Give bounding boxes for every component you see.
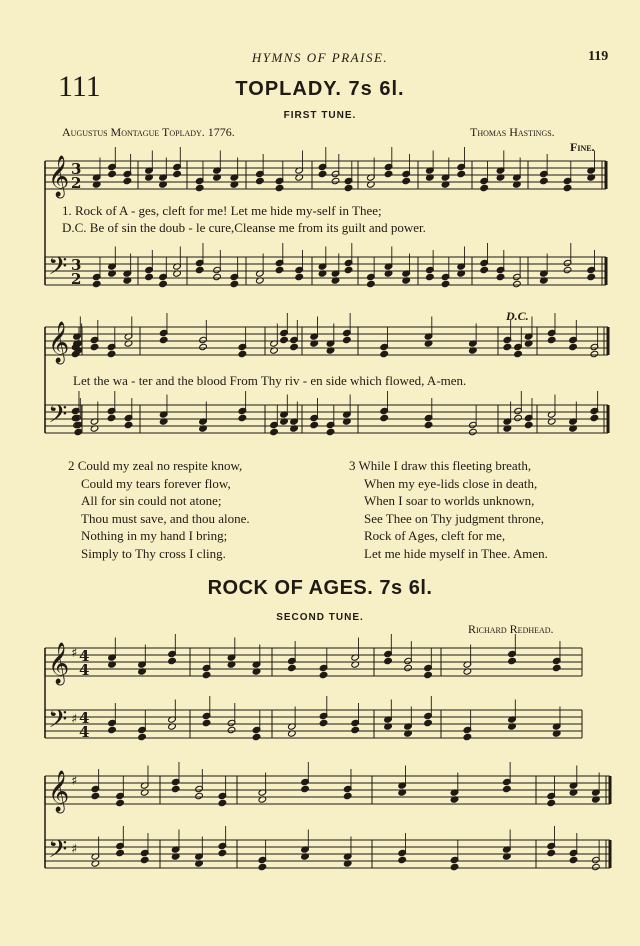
note-head: [123, 177, 132, 184]
note-head: [590, 350, 599, 357]
note-head: [202, 671, 211, 678]
note-head: [140, 856, 149, 863]
note-head: [344, 184, 353, 191]
note-head: [480, 184, 489, 191]
note-head: [138, 733, 147, 740]
note-head: [547, 336, 556, 343]
note-head: [402, 177, 411, 184]
note-head: [280, 336, 289, 343]
note-head: [380, 414, 389, 421]
note-head: [159, 336, 168, 343]
note-head: [288, 664, 297, 671]
note-head: [195, 266, 204, 273]
note-head: [331, 177, 340, 184]
note-head: [230, 280, 239, 287]
sharp-sign: ♯: [71, 712, 78, 727]
note-head: [398, 856, 407, 863]
note-head: [426, 273, 435, 280]
note-head: [275, 184, 284, 191]
time-signature-top: 4: [79, 709, 90, 727]
note-head: [290, 343, 299, 350]
note-head: [547, 849, 556, 856]
note-head: [91, 792, 100, 799]
stanza-2-line: Thou must save, and thou alone.: [81, 510, 250, 526]
note-head: [569, 343, 578, 350]
note-head: [469, 428, 478, 435]
sharp-sign: ♯: [71, 842, 78, 857]
dc-marking: D.C.: [506, 309, 529, 323]
note-head: [441, 280, 450, 287]
time-signature-top: 3: [71, 160, 82, 178]
note-head: [508, 657, 517, 664]
note-head: [384, 657, 393, 664]
note-head: [258, 863, 267, 870]
sharp-sign: ♯: [71, 774, 78, 789]
note-head: [171, 785, 180, 792]
note-head: [107, 414, 116, 421]
stanza-3-line: Let me hide myself in Thee. Amen.: [364, 545, 548, 561]
note-head: [310, 421, 319, 428]
lyrics-line-3: Let the wa - ter and the blood From Thy riv - en side which flowed, A-men.: [73, 373, 467, 388]
tune-label-first: FIRST TUNE.: [283, 110, 357, 121]
note-head: [318, 170, 327, 177]
fine-marking: Fine.: [570, 140, 595, 154]
stanza-2-line: 2 Could my zeal no respite know,: [68, 458, 243, 473]
second-composer: Richard Redhead.: [468, 622, 554, 636]
page-number: 119: [588, 49, 609, 64]
note-head: [124, 421, 133, 428]
note-head: [463, 733, 472, 740]
stanza-3-line: See Thee on Thy judgment throne,: [364, 510, 545, 526]
note-head: [319, 719, 328, 726]
note-head: [343, 792, 352, 799]
note-head: [424, 671, 433, 678]
note-head: [107, 350, 116, 357]
note-head: [90, 343, 99, 350]
note-head: [344, 266, 353, 273]
note-head: [202, 719, 211, 726]
note-head: [514, 350, 523, 357]
hymn-author: Augustus Montague Toplady. 1776.: [62, 125, 235, 139]
treble-clef: 𝄞: [48, 643, 70, 684]
note-head: [168, 657, 177, 664]
treble-clef: 𝄞: [48, 771, 70, 812]
note-head: [503, 785, 512, 792]
note-head: [563, 184, 572, 191]
bass-clef: 𝄢: [48, 252, 68, 287]
note-head: [351, 726, 360, 733]
stanza-2-line: All for sin could not atone;: [81, 493, 222, 508]
hymn-composer: Thomas Hastings.: [470, 125, 555, 139]
note-head: [173, 170, 182, 177]
note-head: [319, 671, 328, 678]
stanza-3-line: When I soar to worlds unknown,: [364, 493, 535, 508]
note-head: [424, 719, 433, 726]
note-head: [238, 350, 247, 357]
note-head: [92, 280, 101, 287]
note-head: [524, 421, 533, 428]
note-head: [256, 177, 265, 184]
note-head: [343, 336, 352, 343]
time-signature-top: 3: [71, 256, 82, 274]
note-head: [404, 664, 413, 671]
bass-clef: 𝄢: [48, 400, 68, 435]
note-head: [326, 428, 335, 435]
note-head: [569, 856, 578, 863]
stanza-3-line: 3 While I draw this fleeting breath,: [349, 458, 532, 473]
time-signature-bottom: 4: [79, 661, 90, 679]
note-head: [514, 414, 523, 421]
note-head: [552, 664, 561, 671]
note-head: [218, 849, 227, 856]
note-head: [270, 428, 279, 435]
note-head: [563, 266, 572, 273]
note-head: [301, 785, 310, 792]
stanza-3-line: When my eye-lids close in death,: [364, 475, 538, 491]
running-head: HYMNS OF PRAISE.: [251, 50, 389, 65]
stanza-2-line: Could my tears forever flow,: [81, 475, 231, 491]
note-head: [590, 414, 599, 421]
note-head: [503, 343, 512, 350]
note-head: [218, 799, 227, 806]
note-head: [116, 799, 125, 806]
note-head: [367, 280, 376, 287]
note-head: [195, 792, 204, 799]
note-head: [145, 273, 154, 280]
time-signature-bottom: 4: [79, 723, 90, 741]
note-head: [424, 421, 433, 428]
note-head: [199, 343, 208, 350]
stanza-2-line: Simply to Thy cross I cling.: [81, 545, 226, 561]
note-head: [540, 177, 549, 184]
note-head: [457, 170, 466, 177]
note-head: [380, 350, 389, 357]
note-head: [295, 273, 304, 280]
bass-clef: 𝄢: [48, 835, 68, 870]
hymn-number: 111: [58, 70, 101, 103]
note-head: [496, 273, 505, 280]
note-head: [384, 170, 393, 177]
lyrics-line-1: 1. Rock of A - ges, cleft for me! Let me hide my-self in Thee;: [62, 203, 382, 218]
note-head: [275, 266, 284, 273]
sharp-sign: ♯: [71, 646, 78, 661]
bass-clef: 𝄢: [48, 705, 68, 740]
note-head: [238, 414, 247, 421]
note-head: [227, 726, 236, 733]
stanza-2-line: Nothing in my hand I bring;: [81, 528, 228, 543]
time-signature-top: 4: [79, 647, 90, 665]
note-head: [587, 273, 596, 280]
note-head: [195, 184, 204, 191]
note-head: [116, 849, 125, 856]
note-head: [108, 726, 117, 733]
treble-clef: 𝄞: [48, 156, 70, 197]
note-head: [252, 733, 261, 740]
time-signature-bottom: 2: [71, 270, 82, 288]
note-head: [108, 170, 117, 177]
note-head: [159, 280, 168, 287]
tune-label-second: SECOND TUNE.: [276, 612, 364, 623]
hymn-title: TOPLADY. 7s 6l.: [235, 78, 405, 100]
note-head: [547, 799, 556, 806]
note-head: [513, 280, 522, 287]
note-head: [213, 273, 222, 280]
treble-clef: 𝄞: [48, 322, 70, 363]
second-hymn-title: ROCK OF AGES. 7s 6l.: [207, 577, 433, 599]
note-head: [480, 266, 489, 273]
stanza-3-line: Rock of Ages, cleft for me,: [364, 528, 506, 543]
note-head: [74, 428, 83, 435]
note-head: [592, 863, 601, 870]
lyrics-line-2: D.C. Be of sin the doub - le cure,Cleanse me from its guilt and power.: [62, 220, 426, 235]
time-signature-bottom: 2: [71, 174, 82, 192]
note-head: [450, 863, 459, 870]
